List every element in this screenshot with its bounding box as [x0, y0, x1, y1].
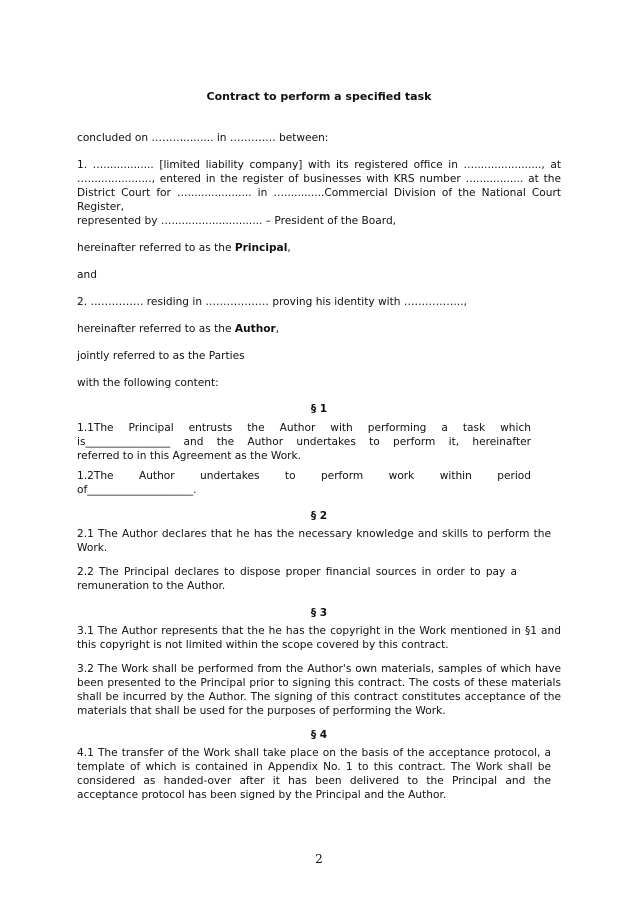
section-2-heading: § 2: [310, 510, 328, 522]
author-term: Author: [234, 323, 276, 335]
author-definition-suffix: ,: [275, 323, 280, 335]
content-intro: with the following content:: [77, 377, 219, 389]
clause-1-1-line-3: referred to in this Agreement as the Work.: [77, 450, 302, 462]
party-1-line-2: …..................., entered in the register of businesses with KRS number ….............. at the: [77, 173, 561, 185]
clause-2-1: 2.1 The Author declares that he has the necessary knowledge and skills to perform the Work.: [77, 528, 551, 554]
party-1-line-4: Register,: [77, 201, 124, 213]
and-line: and: [77, 269, 97, 281]
section-4-heading: § 4: [310, 729, 328, 741]
party-1-representative: represented by …........................... – President of the Board,: [77, 215, 397, 227]
clause-3-1: 3.1 The Author represents that the he has the copyright in the Work mentioned in §1 and this copyright is not limited within the scope covered by this contract.: [77, 625, 561, 651]
principal-definition: [77, 241, 561, 255]
party-1-line-1: 1. …............... [limited liability company] with its registered office in …...................., at: [77, 159, 561, 171]
author-definition: [77, 322, 561, 336]
author-definition-prefix: hereinafter referred to as the: [77, 323, 235, 335]
clause-3-2: 3.2 The Work shall be performed from the Author's own materials, samples of which have been presented to the Principal prior to signing this contract. The costs of these materials shall be incurred by the Author. The signing of this contract constitutes acceptance of the materials that shall be used for the purposes of performing the Work.: [77, 663, 561, 717]
section-3-heading: § 3: [310, 607, 328, 619]
party-1-line-3: District Court for …................... in …............Commercial Division of the National Court: [77, 187, 561, 199]
principal-definition-suffix: ,: [287, 242, 291, 254]
principal-definition-prefix: hereinafter referred to as the: [77, 242, 235, 254]
parties-definition: jointly referred to as the Parties: [77, 350, 245, 362]
contract-title: Contract to perform a specified task: [206, 90, 432, 103]
page-number: 2: [315, 852, 323, 866]
clause-1-2-line-1: 1.2The Author undertakes to perform work within period: [77, 470, 531, 482]
clause-2-2: 2.2 The Principal declares to dispose proper financial sources in order to pay a remuneration to the Author.: [77, 566, 517, 592]
clause-1-1-line-2: is________________ and the Author undertakes to perform it, hereinafter: [77, 436, 531, 448]
party-2-line: 2. …………… residing in ……………… proving his identity with ……………..,: [77, 296, 467, 308]
clause-1-2-line-2: of____________________.: [77, 484, 197, 496]
concluded-line: concluded on ………......... in …………. between:: [77, 132, 329, 144]
principal-term: Principal: [234, 242, 288, 254]
section-1-heading: § 1: [310, 403, 328, 415]
clause-4-1: 4.1 The transfer of the Work shall take place on the basis of the acceptance protocol, a template of which is contained in Appendix No. 1 to this contract. The Work shall be considered as handed-over after it has been delivered to the Principal and the acceptance protocol has been signed by the Principal and the Author.: [77, 747, 551, 801]
clause-1-1-line-1: 1.1The Principal entrusts the Author with performing a task which: [77, 422, 531, 434]
